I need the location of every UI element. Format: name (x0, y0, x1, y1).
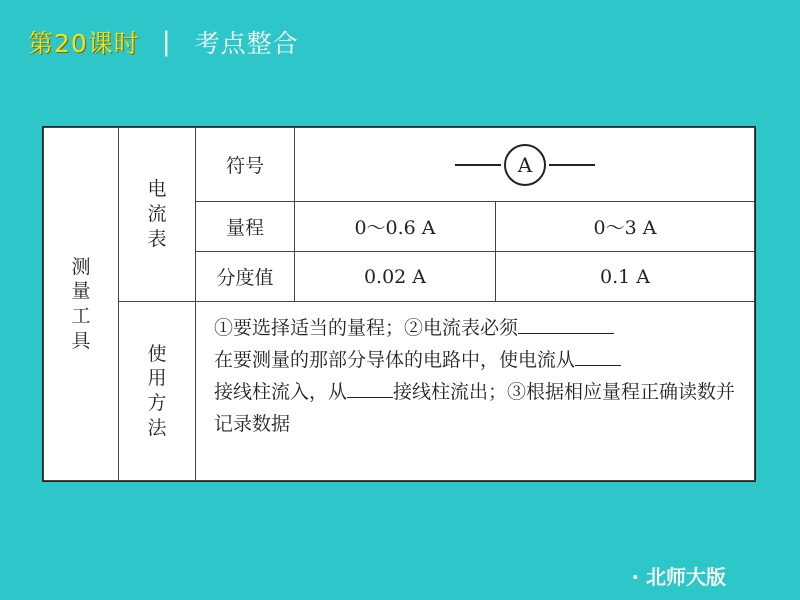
instrument-label: 电 流 表 (147, 178, 167, 250)
range-small: 0～0.6 A (295, 202, 496, 252)
usage-part-4: 接线柱流出；③根据相应量程正确读数并记录数据 (214, 381, 736, 435)
division-small: 0.02 A (295, 252, 496, 302)
range-large: 0～3 A (496, 202, 755, 252)
division-label: 分度值 (196, 252, 295, 302)
usage-part-2: 在要测量的那部分导体的电路中，使电流从 (214, 349, 576, 371)
slide-header (28, 22, 299, 62)
symbol-cell (295, 128, 755, 202)
symbol-letter: A (517, 152, 532, 177)
instrument-cell (119, 128, 196, 302)
symbol-label: 符号 (196, 128, 295, 202)
header-separator: | (161, 27, 171, 57)
ammeter-symbol-icon (455, 143, 595, 187)
division-large: 0.1 A (496, 252, 755, 302)
blank-1 (518, 313, 614, 334)
category-cell (44, 128, 119, 481)
usage-part-1: ①要选择适当的量程；②电流表必须 (214, 317, 519, 339)
blank-2 (575, 345, 621, 366)
edition-label: · 北师大版 (631, 565, 726, 589)
category-label: 测 量 工 具 (71, 255, 91, 352)
usage-part-3: 接线柱流入，从 (214, 381, 348, 403)
usage-cell (119, 302, 196, 481)
lesson-number: 第20课时 (28, 29, 140, 58)
blank-3 (347, 377, 393, 398)
ammeter-table (42, 126, 756, 482)
topic-title: 考点整合 (194, 29, 299, 58)
usage-label: 使 用 方 法 (147, 342, 167, 439)
usage-text (196, 302, 755, 481)
range-label: 量程 (196, 202, 295, 252)
